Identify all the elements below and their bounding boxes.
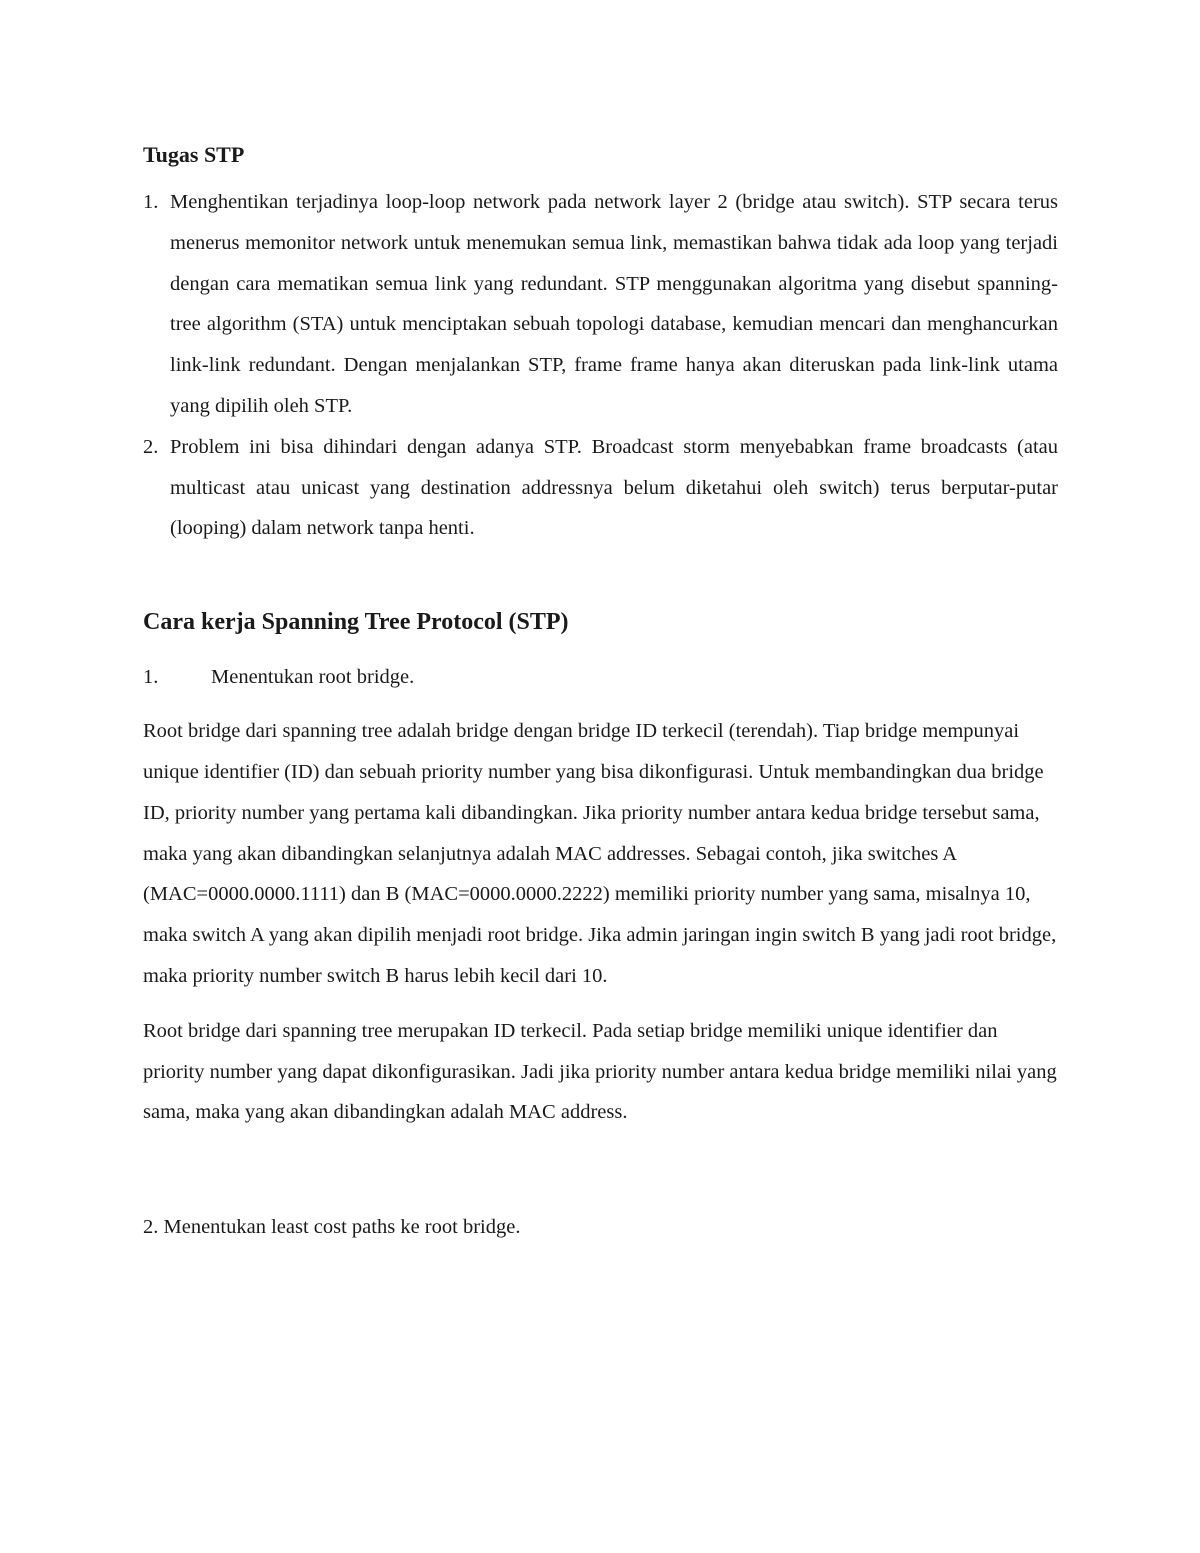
tugas-item-text: Menghentikan terjadinya loop-loop network pada network layer 2 (bridge atau switch). STP secara terus menerus memonitor network untuk menemukan semua link, memastikan bahwa tidak ada loop yang terjadi dengan cara mematikan semua link yang redundant. STP menggunakan algoritma yang disebut spanning-tree algorithm (STA) untuk menciptakan sebuah topologi database, kemudian mencari dan menghancurkan link-link redundant. Dengan menjalankan STP, frame frame hanya akan diteruskan pada link-link utama yang dipilih oleh STP. xyxy=(170,191,1058,417)
tugas-item-text: Problem ini bisa dihindari dengan adanya STP. Broadcast storm menyebabkan frame broadcasts (atau multicast atau unicast yang destination addressnya belum diketahui oleh switch) terus berputar-putar (looping) dalam network tanpa henti. xyxy=(170,435,1058,540)
heading-cara-kerja: Cara kerja Spanning Tree Protocol (STP) xyxy=(143,609,569,636)
tugas-item-number: 1. xyxy=(143,191,159,213)
tugas-list xyxy=(143,182,1058,549)
heading-tugas-stp: Tugas STP xyxy=(143,142,245,167)
tugas-item xyxy=(143,182,1058,427)
document-content xyxy=(143,140,1058,1247)
step-one-text: Menentukan root bridge. xyxy=(211,666,415,689)
paragraph-root-bridge-summary: Root bridge dari spanning tree merupakan ID terkecil. Pada setiap bridge memiliki unique identifier dan priority number yang dapat dikonfigurasikan. Jadi jika priority number antara kedua bridge memiliki nilai yang sama, maka yang akan dibandingkan adalah MAC address. xyxy=(143,1019,1057,1124)
step-one-number: 1. xyxy=(143,666,159,689)
paragraph-root-bridge: Root bridge dari spanning tree adalah bridge dengan bridge ID terkecil (terendah). Tiap bridge mempunyai unique identifier (ID) dan sebuah priority number yang bisa dikonfigurasi. Untuk membandingkan dua bridge ID, priority number yang pertama kali dibandingkan. Jika priority number antara kedua bridge tersebut sama, maka yang akan dibandingkan selanjutnya adalah MAC addresses. Sebagai contoh, jika switches A (MAC=0000.0000.1111) dan B (MAC=0000.0000.2222) memiliki priority number yang sama, misalnya 10, maka switch A yang akan dipilih menjadi root bridge. Jika admin jaringan ingin switch B yang jadi root bridge, maka priority number switch B harus lebih kecil dari 10. xyxy=(143,720,1057,987)
step-two: 2. Menentukan least cost paths ke root bridge. xyxy=(143,1216,521,1239)
tugas-item xyxy=(143,427,1058,549)
step-one xyxy=(143,657,1058,697)
tugas-item-number: 2. xyxy=(143,435,159,458)
